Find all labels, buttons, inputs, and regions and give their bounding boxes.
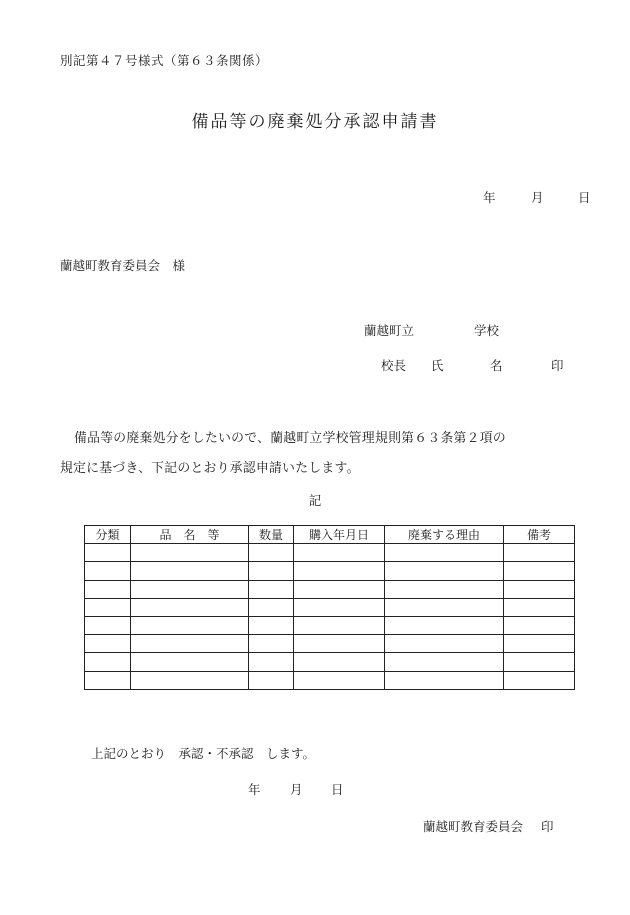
table-cell[interactable]: [504, 544, 575, 562]
table-cell[interactable]: [131, 562, 249, 580]
table-cell[interactable]: [131, 580, 249, 598]
header-remarks: 備考: [504, 526, 575, 544]
table-row: [85, 562, 575, 580]
table-cell[interactable]: [504, 671, 575, 689]
table-cell[interactable]: [85, 616, 131, 634]
date-day-label: 日: [578, 190, 591, 205]
table-cell[interactable]: [385, 598, 504, 616]
table-cell[interactable]: [294, 671, 385, 689]
table-cell[interactable]: [131, 653, 249, 671]
table-cell[interactable]: [294, 544, 385, 562]
school-suffix: 学校: [474, 323, 500, 338]
name-label-shi: 氏: [431, 358, 444, 373]
header-purchase-date: 購入年月日: [294, 526, 385, 544]
form-number-label: 別記第４７号様式（第６３条関係）: [60, 53, 269, 68]
table-cell[interactable]: [504, 635, 575, 653]
table-cell[interactable]: [85, 544, 131, 562]
header-item-name: 品 名 等: [131, 526, 249, 544]
header-quantity: 数量: [249, 526, 294, 544]
items-table: [84, 525, 575, 690]
table-cell[interactable]: [385, 580, 504, 598]
table-cell[interactable]: [249, 580, 294, 598]
table-cell[interactable]: [385, 562, 504, 580]
table-row: [85, 671, 575, 689]
approval-statement: 上記のとおり 承認・不承認 します。: [91, 746, 316, 761]
table-cell[interactable]: [249, 653, 294, 671]
name-label-mei: 名: [490, 358, 503, 373]
table-row: [85, 544, 575, 562]
table-cell[interactable]: [249, 671, 294, 689]
table-cell[interactable]: [294, 653, 385, 671]
table-cell[interactable]: [249, 544, 294, 562]
date-month-label: 月: [531, 190, 544, 205]
addressee: 蘭越町教育委員会 様: [60, 258, 186, 273]
table-cell[interactable]: [504, 580, 575, 598]
table-cell[interactable]: [294, 580, 385, 598]
table-row: [85, 653, 575, 671]
header-category: 分類: [85, 526, 131, 544]
table-cell[interactable]: [249, 562, 294, 580]
table-cell[interactable]: [504, 598, 575, 616]
table-cell[interactable]: [85, 562, 131, 580]
school-prefix: 蘭越町立: [364, 323, 415, 338]
date-year-label: 年: [483, 190, 496, 205]
table-cell[interactable]: [294, 616, 385, 634]
table-header-row: [85, 526, 575, 544]
table-cell[interactable]: [249, 616, 294, 634]
table-cell[interactable]: [294, 635, 385, 653]
table-cell[interactable]: [85, 580, 131, 598]
table-cell[interactable]: [131, 598, 249, 616]
table-cell[interactable]: [385, 635, 504, 653]
table-body: [85, 544, 575, 690]
principal-title: 校長: [381, 358, 407, 373]
table-cell[interactable]: [85, 598, 131, 616]
document-title: 備品等の廃棄処分承認申請書: [191, 112, 439, 132]
table-cell[interactable]: [294, 562, 385, 580]
table-row: [85, 580, 575, 598]
table-cell[interactable]: [385, 671, 504, 689]
table-cell[interactable]: [131, 616, 249, 634]
table-cell[interactable]: [131, 544, 249, 562]
body-line-2: 規定に基づき、下記のとおり承認申請いたします。: [60, 461, 360, 476]
ki-label: 記: [308, 493, 322, 508]
body-line-1: 備品等の廃棄処分をしたいので、蘭越町立学校管理規則第６３条第２項の: [74, 431, 506, 446]
board-seal: 印: [541, 819, 554, 834]
table-cell[interactable]: [385, 616, 504, 634]
approval-date-day: 日: [331, 782, 344, 797]
table-cell[interactable]: [504, 653, 575, 671]
table-cell[interactable]: [249, 635, 294, 653]
table-row: [85, 598, 575, 616]
table-cell[interactable]: [294, 598, 385, 616]
principal-seal: 印: [551, 358, 564, 373]
table-cell[interactable]: [504, 616, 575, 634]
table-cell[interactable]: [131, 635, 249, 653]
table-cell[interactable]: [504, 562, 575, 580]
table-cell[interactable]: [385, 653, 504, 671]
table-cell[interactable]: [85, 635, 131, 653]
table-cell[interactable]: [85, 671, 131, 689]
header-disposal-reason: 廃棄する理由: [385, 526, 504, 544]
table-cell[interactable]: [385, 544, 504, 562]
table-cell[interactable]: [85, 653, 131, 671]
approval-date-year: 年: [248, 782, 261, 797]
table-row: [85, 635, 575, 653]
table-cell[interactable]: [131, 671, 249, 689]
application-body: [60, 424, 580, 484]
table-row: [85, 616, 575, 634]
approval-date-month: 月: [290, 782, 303, 797]
board-name: 蘭越町教育委員会: [423, 819, 524, 834]
table-cell[interactable]: [249, 598, 294, 616]
